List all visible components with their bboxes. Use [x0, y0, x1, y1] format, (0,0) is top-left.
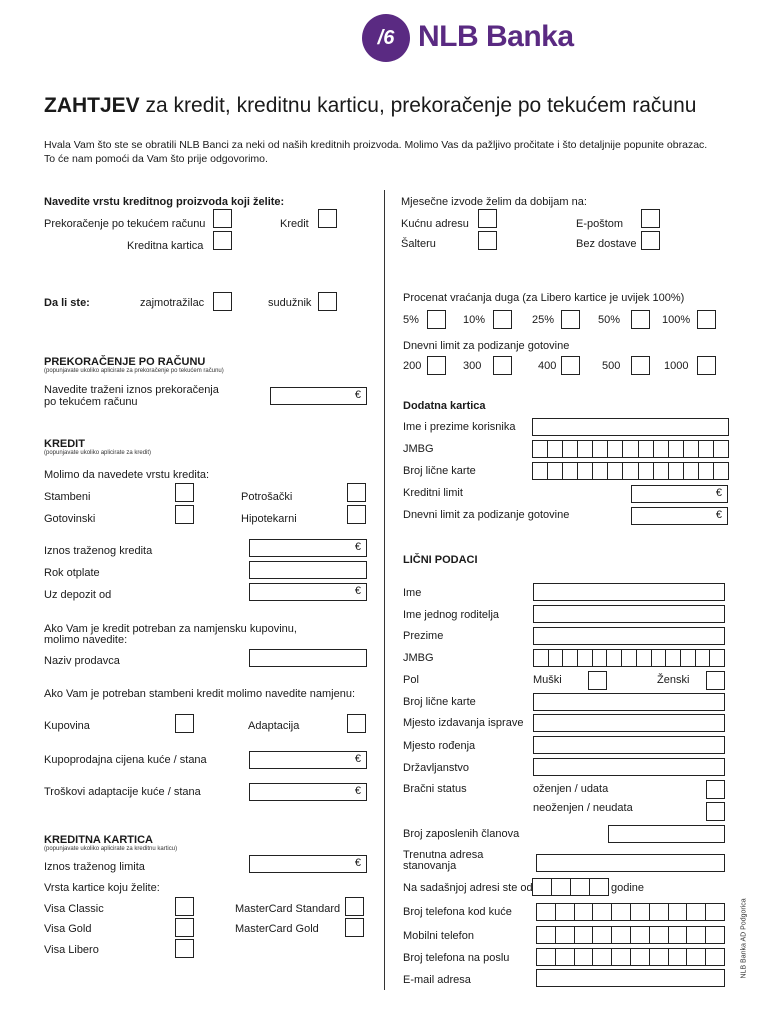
mc-standard-label: MasterCard Standard: [235, 903, 341, 915]
birthplace-field[interactable]: [533, 736, 725, 754]
sex-label: Pol: [403, 674, 419, 686]
repayment-prompt: Procenat vraćanja duga (za Libero kartice je uvijek 100%): [403, 292, 685, 304]
years-at-address-label: Na sadašnjoj adresi ste od: [403, 882, 533, 894]
statement-prompt: Mjesečne izvode želim da dobijam na:: [401, 196, 587, 208]
intro-line-2: To će nam pomoći da Vam što prije odgovorimo.: [44, 153, 268, 165]
home-phone-label: Broj telefona kod kuće: [403, 906, 512, 918]
footer-vertical-text: NLB Banka AD Podgorica: [740, 898, 748, 979]
statement-home-label: Kućnu adresu: [401, 218, 469, 230]
card-checkbox[interactable]: [213, 231, 232, 250]
personal-heading: LIČNI PODACI: [403, 554, 478, 566]
extra-card-id-label: Broj lične karte: [403, 465, 476, 477]
citizenship-field[interactable]: [533, 758, 725, 776]
last-name-field[interactable]: [533, 627, 725, 645]
repayment-checkbox-25[interactable]: [561, 310, 580, 329]
male-checkbox[interactable]: [588, 671, 607, 690]
statement-email-checkbox[interactable]: [641, 209, 660, 228]
parent-name-label: Ime jednog roditelja: [403, 609, 500, 621]
citizenship-label: Državljanstvo: [403, 762, 470, 774]
first-name-label: Ime: [403, 587, 422, 599]
cash-limit-option-300: 300: [463, 360, 482, 372]
address-field[interactable]: [536, 854, 725, 872]
cash-limit-checkbox-200[interactable]: [427, 356, 446, 375]
credit-heading: KREDIT: [44, 438, 85, 450]
adaptation-cost-label: Troškovi adaptacije kuće / stana: [44, 786, 201, 798]
purchase-label: Kupovina: [44, 720, 90, 732]
role-label: Da li ste:: [44, 297, 90, 309]
purchase-price-label: Kupoprodajna cijena kuće / stana: [44, 754, 207, 766]
work-phone-label: Broj telefona na poslu: [403, 952, 510, 964]
years-label: godine: [611, 882, 645, 894]
purchase-price-field[interactable]: €: [249, 751, 367, 769]
card-type-prompt: Vrsta kartice koju želite:: [44, 882, 160, 894]
product-heading: Navedite vrstu kreditnog proizvoda koji želite:: [44, 196, 285, 208]
cash-limit-option-200: 200: [403, 360, 422, 372]
credit-checkbox[interactable]: [318, 209, 337, 228]
logo: [362, 14, 582, 62]
birthplace-label: Mjesto rođenja: [403, 740, 476, 752]
credit-amount-field[interactable]: €: [249, 539, 367, 557]
home-phone-field[interactable]: [536, 903, 725, 921]
deposit-label: Uz depozit od: [44, 589, 112, 601]
housing-checkbox[interactable]: [175, 483, 194, 502]
mc-gold-label: MasterCard Gold: [235, 923, 319, 935]
id-place-field[interactable]: [533, 714, 725, 732]
extra-card-id-field[interactable]: [532, 462, 729, 480]
mobile-label: Mobilni telefon: [403, 930, 474, 942]
jmbg-field[interactable]: [533, 649, 725, 667]
column-divider: [384, 190, 385, 990]
extra-card-name-field[interactable]: [532, 418, 729, 436]
extra-card-cash-field[interactable]: €: [631, 507, 728, 525]
cash-label: Gotovinski: [44, 513, 96, 525]
visa-gold-label: Visa Gold: [44, 923, 92, 935]
logo-mark-icon: /6: [362, 14, 410, 62]
cash-checkbox[interactable]: [175, 505, 194, 524]
overdraft-heading: PREKORAČENJE PO RAČUNU: [44, 356, 206, 368]
statement-none-label: Bez dostave: [576, 238, 637, 250]
purpose-label-1: Ako Vam je kredit potreban za namjensku kupovinu,: [44, 623, 297, 635]
repayment-option-25: 25%: [532, 314, 555, 326]
credit-note: (popunjavate ukoliko aplicirate za kredit): [44, 450, 152, 456]
address-label-1: Trenutna adresa: [403, 849, 484, 861]
extra-card-limit-field[interactable]: €: [631, 485, 728, 503]
card-label: Kreditna kartica: [127, 240, 204, 252]
id-card-field[interactable]: [533, 693, 725, 711]
visa-libero-label: Visa Libero: [44, 944, 99, 956]
housing-label: Stambeni: [44, 491, 91, 503]
parent-name-field[interactable]: [533, 605, 725, 623]
adaptation-checkbox[interactable]: [347, 714, 366, 733]
seller-label: Naziv prodavca: [44, 655, 120, 667]
card-heading: KREDITNA KARTICA: [44, 834, 153, 846]
mortgage-checkbox[interactable]: [347, 505, 366, 524]
housing-purpose-prompt: Ako Vam je potreban stambeni kredit molimo navedite namjenu:: [44, 688, 356, 700]
single-checkbox[interactable]: [706, 802, 725, 821]
statement-counter-label: Šalteru: [401, 238, 436, 250]
card-limit-field[interactable]: €: [249, 855, 367, 873]
card-limit-label: Iznos traženog limita: [44, 861, 145, 873]
repayment-checkbox-100[interactable]: [697, 310, 716, 329]
extra-card-jmbg-label: JMBG: [403, 443, 434, 455]
adaptation-cost-field[interactable]: €: [249, 783, 367, 801]
purpose-label-2: molimo navedite:: [44, 634, 128, 646]
first-name-field[interactable]: [533, 583, 725, 601]
statement-home-checkbox[interactable]: [478, 209, 497, 228]
statement-none-checkbox[interactable]: [641, 231, 660, 250]
title-rest: za kredit, kreditnu karticu, prekoračenje po tekućem računu: [145, 94, 697, 117]
mortgage-label: Hipotekarni: [241, 513, 297, 525]
email-field[interactable]: [536, 969, 725, 987]
term-field[interactable]: [249, 561, 367, 579]
cash-limit-checkbox-400[interactable]: [561, 356, 580, 375]
employed-members-label: Broj zaposlenih članova: [403, 828, 520, 840]
cash-limit-checkbox-300[interactable]: [493, 356, 512, 375]
extra-card-heading: Dodatna kartica: [403, 400, 486, 412]
visa-classic-checkbox[interactable]: [175, 897, 194, 916]
cash-limit-checkbox-500[interactable]: [631, 356, 650, 375]
female-label: Ženski: [657, 674, 690, 686]
male-label: Muški: [533, 674, 562, 686]
guarantor-label: sudužnik: [268, 297, 312, 309]
female-checkbox[interactable]: [706, 671, 725, 690]
credit-label: Kredit: [280, 218, 309, 230]
consumer-label: Potrošački: [241, 491, 293, 503]
visa-libero-checkbox[interactable]: [175, 939, 194, 958]
id-place-label: Mjesto izdavanja isprave: [403, 717, 524, 729]
marital-label: Bračni status: [403, 783, 467, 795]
jmbg-label: JMBG: [403, 652, 434, 664]
repayment-checkbox-50[interactable]: [631, 310, 650, 329]
mc-gold-checkbox[interactable]: [345, 918, 364, 937]
overdraft-label: Prekoračenje po tekućem računu: [44, 218, 206, 230]
cash-limit-prompt: Dnevni limit za podizanje gotovine: [403, 340, 570, 352]
mobile-field[interactable]: [536, 926, 725, 944]
overdraft-note: (popunjavate ukoliko aplicirate za prekoračenje po tekućem računu): [44, 368, 224, 374]
intro-line-1: Hvala Vam što ste se obratili NLB Banci za neki od naših kreditnih proizvoda. Molimo Vas da pažljivo pročitate i što detaljnije popunite obrazac.: [44, 139, 708, 151]
overdraft-checkbox[interactable]: [213, 209, 232, 228]
page-title: [44, 94, 696, 118]
id-card-label: Broj lične karte: [403, 696, 476, 708]
extra-card-cash-label: Dnevni limit za podizanje gotovine: [403, 509, 570, 521]
married-label: oženjen / udata: [533, 783, 609, 795]
cash-limit-option-400: 400: [538, 360, 557, 372]
visa-classic-label: Visa Classic: [44, 903, 104, 915]
married-checkbox[interactable]: [706, 780, 725, 799]
mc-standard-checkbox[interactable]: [345, 897, 364, 916]
statement-counter-checkbox[interactable]: [478, 231, 497, 250]
overdraft-amount-label-1: Navedite traženi iznos prekoračenja: [44, 384, 219, 396]
logo-text: NLB Banka: [418, 20, 574, 53]
extra-card-limit-label: Kreditni limit: [403, 487, 463, 499]
repayment-option-5: 5%: [403, 314, 419, 326]
statement-email-label: E-poštom: [576, 218, 624, 230]
term-label: Rok otplate: [44, 567, 100, 579]
guarantor-checkbox[interactable]: [318, 292, 337, 311]
extra-card-name-label: Ime i prezime korisnika: [403, 421, 516, 433]
years-at-address-field[interactable]: [532, 878, 609, 896]
credit-amount-label: Iznos traženog kredita: [44, 545, 153, 557]
extra-card-jmbg-field[interactable]: [532, 440, 729, 458]
repayment-option-100: 100%: [662, 314, 691, 326]
title-bold: ZAHTJEV: [44, 94, 140, 117]
address-label-2: stanovanja: [403, 860, 457, 872]
purchase-checkbox[interactable]: [175, 714, 194, 733]
visa-gold-checkbox[interactable]: [175, 918, 194, 937]
single-label: neoženjen / neudata: [533, 802, 633, 814]
deposit-field[interactable]: €: [249, 583, 367, 601]
cash-limit-option-500: 500: [602, 360, 621, 372]
repayment-option-10: 10%: [463, 314, 486, 326]
work-phone-field[interactable]: [536, 948, 725, 966]
overdraft-amount-field[interactable]: €: [270, 387, 367, 405]
card-note: (popunjavate ukoliko aplicirate za kreditnu karticu): [44, 846, 178, 852]
adaptation-label: Adaptacija: [248, 720, 300, 732]
co-debtor-label: zajmotražilac: [140, 297, 205, 309]
repayment-option-50: 50%: [598, 314, 621, 326]
email-label: E-mail adresa: [403, 974, 471, 986]
cash-limit-option-1000: 1000: [664, 360, 689, 372]
cash-limit-checkbox-1000[interactable]: [697, 356, 716, 375]
last-name-label: Prezime: [403, 630, 444, 642]
co-debtor-checkbox[interactable]: [213, 292, 232, 311]
consumer-checkbox[interactable]: [347, 483, 366, 502]
overdraft-amount-label-2: po tekućem računu: [44, 396, 138, 408]
repayment-checkbox-10[interactable]: [493, 310, 512, 329]
repayment-checkbox-5[interactable]: [427, 310, 446, 329]
credit-type-prompt: Molimo da navedete vrstu kredita:: [44, 469, 210, 481]
employed-members-field[interactable]: [608, 825, 725, 843]
seller-field[interactable]: [249, 649, 367, 667]
